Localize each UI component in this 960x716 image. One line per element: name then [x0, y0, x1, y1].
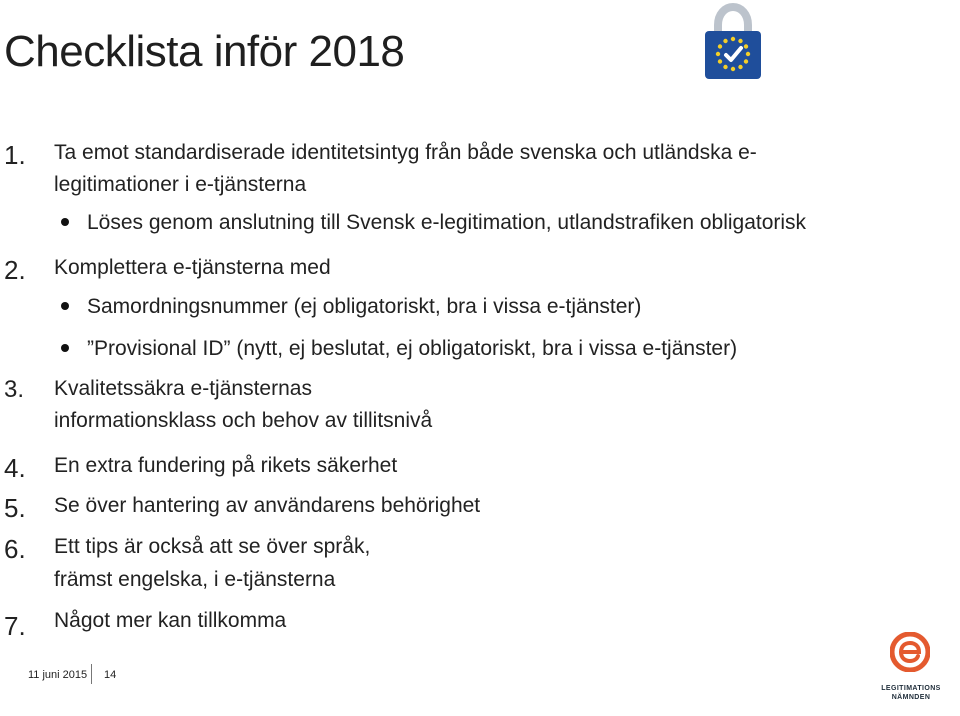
- item-number: 4.: [4, 453, 26, 483]
- item-line: En extra fundering på rikets säkerhet: [54, 454, 398, 477]
- item-line: Ta emot standardiserade identitetsintyg från både svenska och utländska e-: [54, 141, 757, 164]
- item-line: legitimationer i e-tjänsterna: [54, 173, 307, 196]
- e-logo-icon: [890, 632, 930, 672]
- bullet: [61, 218, 69, 226]
- bullet: [61, 344, 69, 352]
- item-line: Se över hantering av användarens behörighet: [54, 494, 481, 517]
- item-line: Komplettera e-tjänsterna med: [54, 256, 331, 279]
- footer-date: 11 juni 2015: [28, 669, 88, 681]
- item-number: 2.: [4, 255, 26, 285]
- logo-text-line1: LEGITIMATIONS: [881, 685, 941, 692]
- item-line: informationsklass och behov av tillitsnivå: [54, 409, 433, 432]
- legitimationsnamnden-logo: [874, 632, 948, 714]
- item-line: främst engelska, i e-tjänsterna: [54, 568, 336, 591]
- item-number: 5.: [4, 493, 26, 523]
- subitem-text: Samordningsnummer (ej obligatoriskt, bra i vissa e-tjänster): [87, 295, 642, 318]
- page-number: 14: [104, 669, 117, 681]
- item-number: 1.: [4, 140, 26, 170]
- item-number: 7.: [4, 611, 26, 641]
- item-number: 3.: [4, 376, 25, 403]
- subitem-text: Löses genom anslutning till Svensk e-legitimation, utlandstrafiken obligatorisk: [87, 211, 807, 234]
- footer-divider: [91, 664, 92, 684]
- item-line: Kvalitetssäkra e-tjänsternas: [54, 377, 312, 400]
- item-line: Ett tips är också att se över språk,: [54, 535, 371, 558]
- bullet: [61, 302, 69, 310]
- item-line: Något mer kan tillkomma: [54, 609, 287, 632]
- subitem-text: ”Provisional ID” (nytt, ej beslutat, ej obligatoriskt, bra i vissa e-tjänster): [87, 337, 738, 360]
- logo-text-line2: NÄMNDEN: [891, 694, 931, 701]
- slide-title: Checklista inför 2018: [4, 27, 405, 76]
- item-number: 6.: [4, 534, 26, 564]
